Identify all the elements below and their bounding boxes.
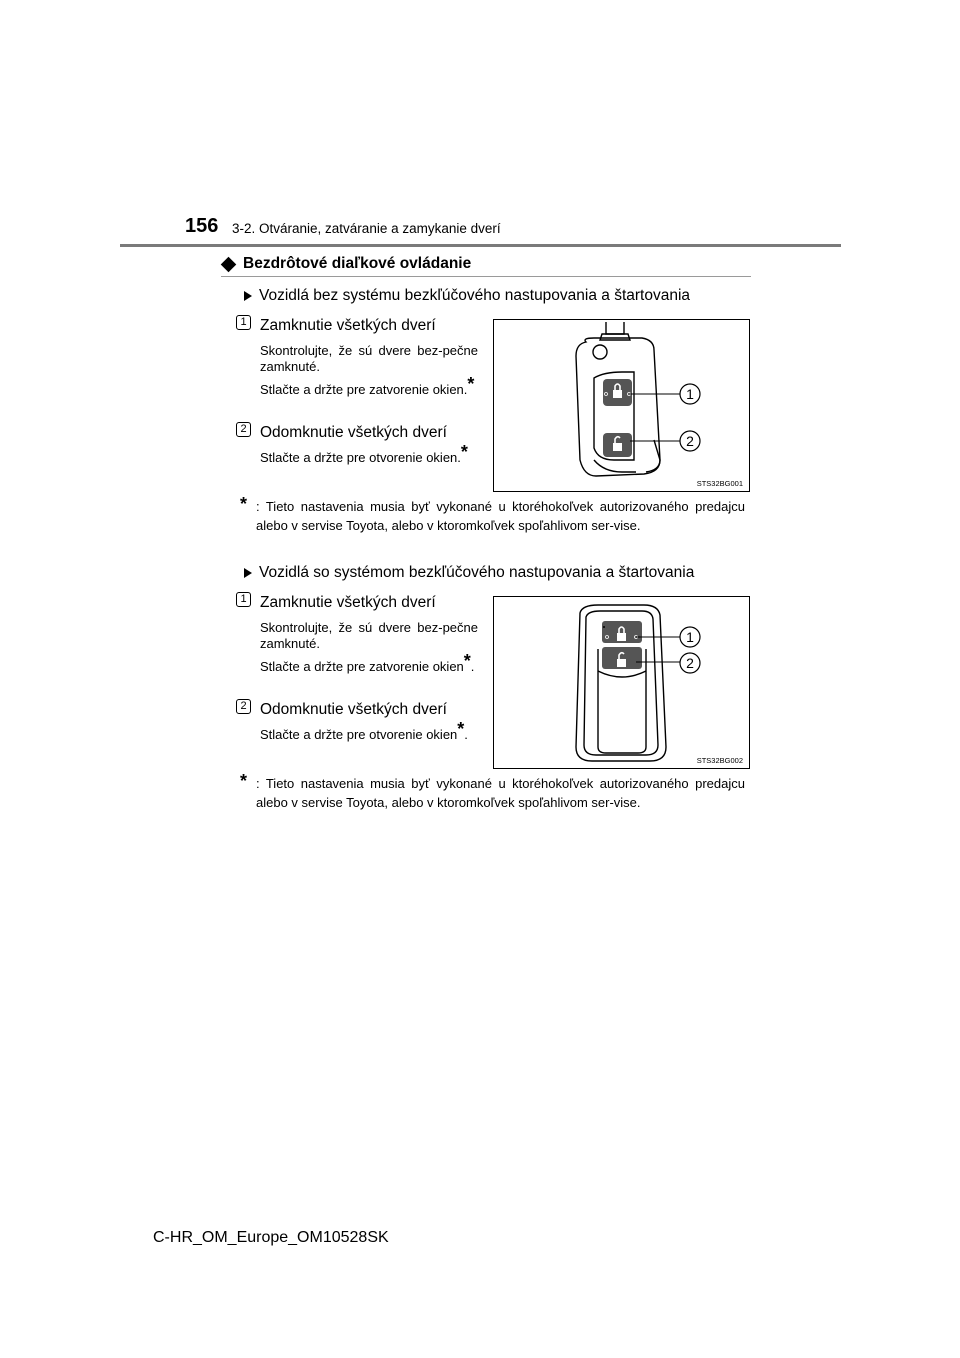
subheading-text: Vozidlá bez systému bezkľúčového nastupovania a štartovania	[259, 287, 691, 304]
section-heading-text: Bezdrôtové diaľkové ovládanie	[243, 255, 472, 272]
section-divider	[221, 276, 751, 277]
chapter-title: 3-2. Otváranie, zatváranie a zamykanie dverí	[232, 221, 501, 236]
header-divider	[120, 244, 841, 247]
lock-all-doors-label: Zamknutie všetkých dverí	[260, 317, 436, 334]
footnote-star: *	[467, 374, 475, 394]
item-number-badge: 1	[236, 315, 251, 330]
folding-key-drawing	[494, 320, 749, 491]
footnote-star: *	[460, 442, 468, 462]
item-number-badge: 2	[236, 699, 251, 714]
subheading-with-smart-key	[244, 564, 694, 582]
smart-key-illustration	[493, 596, 750, 769]
page-number: 156	[185, 215, 219, 237]
unlock-all-doors-label: Odomknutie všetkých dverí	[260, 424, 447, 441]
lock-all-doors-label: Zamknutie všetkých dverí	[260, 594, 436, 611]
item-number-badge: 1	[236, 592, 251, 607]
triangle-bullet-icon	[244, 291, 252, 301]
diamond-bullet-icon	[221, 256, 237, 272]
callout-number: 2	[686, 655, 694, 671]
subheading-text: Vozidlá so systémom bezkľúčového nastupovania a štartovania	[259, 564, 695, 581]
callout-number: 2	[686, 433, 694, 449]
section-heading	[221, 255, 471, 273]
open-windows-text: Stlačte a držte pre otvorenie okien	[260, 727, 458, 742]
footnote-star: *	[240, 771, 248, 791]
close-windows-text: Stlačte a držte pre zatvorenie okien	[260, 659, 464, 674]
footnote-star: *	[457, 719, 465, 739]
footnote	[240, 494, 745, 535]
footnote-text: : Tieto nastavenia musia byť vykonané u ktoréhokoľvek autorizovaného predajcu alebo v servise Toyota, alebo v ktoromkoľvek spoľahlivom ser-vise.	[256, 499, 745, 533]
figure-code: STS32BG001	[696, 479, 743, 488]
subheading-without-smart-key	[244, 287, 690, 305]
key-fob-illustration	[493, 319, 750, 492]
open-windows-text: Stlačte a držte pre otvorenie okien.	[260, 450, 461, 465]
callout-number: 1	[686, 629, 694, 645]
open-windows-description	[260, 442, 478, 466]
item-number-badge: 2	[236, 422, 251, 437]
lock-check-description: Skontrolujte, že sú dvere bez-pečne zamknuté.	[260, 620, 478, 651]
unlock-all-doors-label: Odomknutie všetkých dverí	[260, 701, 447, 718]
smart-key-drawing	[494, 597, 749, 768]
footnote-text: : Tieto nastavenia musia byť vykonané u ktoréhokoľvek autorizovaného predajcu alebo v servise Toyota, alebo v ktoromkoľvek spoľahlivom ser-vise.	[256, 776, 745, 810]
open-windows-description: Stlačte a držte pre otvorenie okien*.	[260, 719, 468, 742]
lock-check-description: Skontrolujte, že sú dvere bez-pečne zamknuté.	[260, 343, 478, 374]
callout-number: 1	[686, 386, 694, 402]
triangle-bullet-icon	[244, 568, 252, 578]
close-windows-description: Stlačte a držte pre zatvorenie okien*.	[260, 651, 475, 674]
document-code: C-HR_OM_Europe_OM10528SK	[153, 1229, 389, 1246]
close-windows-text: Stlačte a držte pre zatvorenie okien.	[260, 382, 468, 397]
figure-code: STS32BG002	[696, 756, 743, 765]
footnote-star: *	[240, 494, 248, 514]
footnote	[240, 771, 745, 812]
footnote-star: *	[463, 651, 471, 671]
close-windows-description	[260, 374, 478, 398]
